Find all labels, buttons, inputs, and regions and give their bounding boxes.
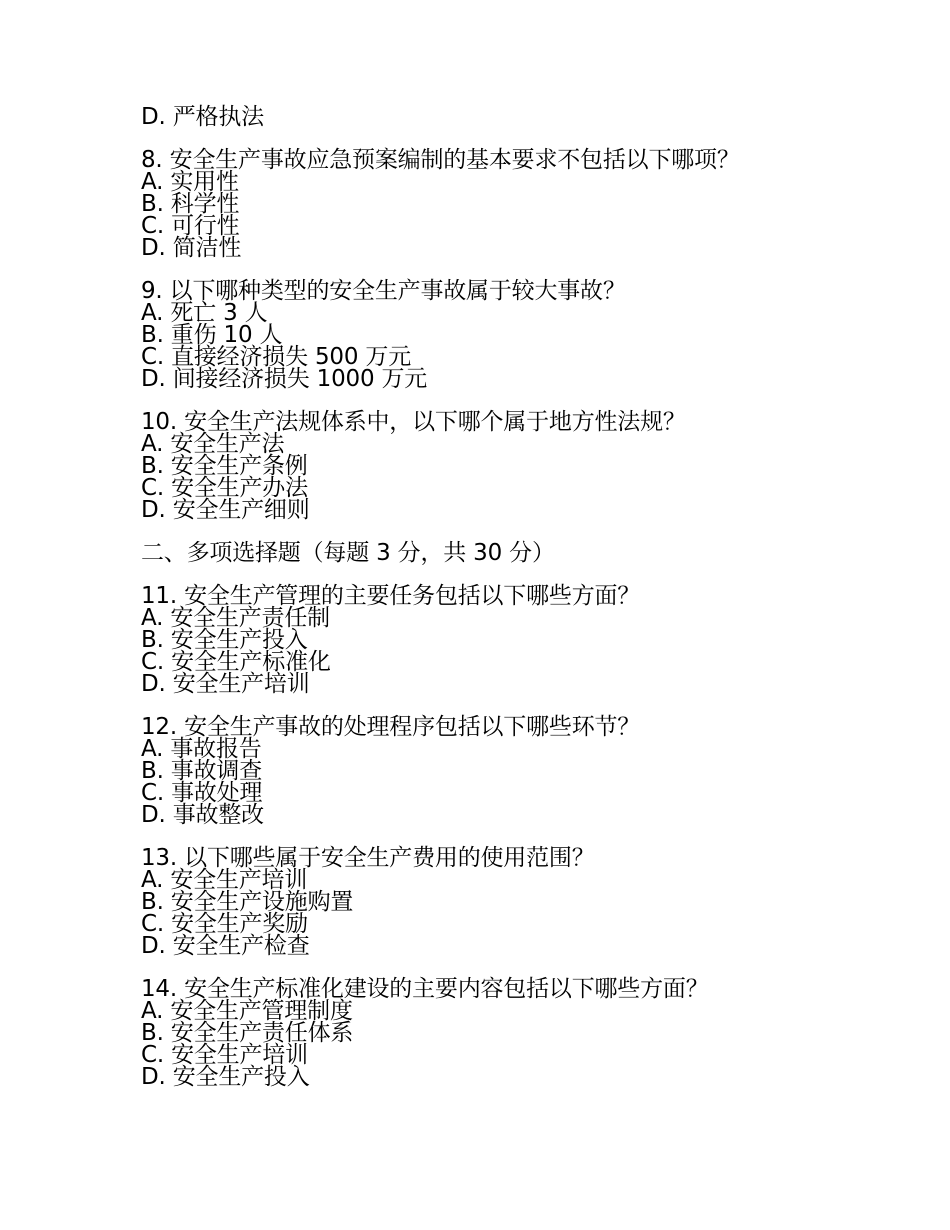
option-a: A. 安全生产法: [141, 431, 285, 457]
question-8: [141, 149, 921, 259]
option-c: C. 安全生产培训: [141, 1042, 308, 1068]
question-13: [141, 847, 921, 957]
question-9: [141, 280, 921, 390]
option-b: B. 安全生产责任体系: [141, 1020, 354, 1046]
prev-question-option-d: D. 严格执法: [141, 104, 264, 130]
option-d: D. 安全生产培训: [141, 671, 310, 697]
option-b: B. 重伤 10 人: [141, 322, 283, 348]
option-b: B. 安全生产投入: [141, 627, 308, 653]
spacer: [141, 826, 921, 847]
option-c: C. 安全生产办法: [141, 475, 308, 501]
spacer: [141, 695, 921, 716]
option-d: D. 安全生产投入: [141, 1064, 310, 1090]
option-c: C. 可行性: [141, 213, 240, 239]
option-c: C. 安全生产奖励: [141, 911, 308, 937]
question-14: [141, 978, 921, 1088]
spacer: [141, 259, 921, 280]
option-b: B. 安全生产条例: [141, 453, 308, 479]
section-heading: 二、多项选择题（每题 3 分，共 30 分）: [141, 540, 555, 566]
question-stem: 10. 安全生产法规体系中，以下哪个属于地方性法规？: [141, 409, 686, 435]
spacer: [141, 957, 921, 978]
question-stem: 8. 安全生产事故应急预案编制的基本要求不包括以下哪项？: [141, 147, 740, 173]
option-b: B. 安全生产设施购置: [141, 889, 354, 915]
option-a: A. 安全生产责任制: [141, 605, 330, 631]
option-a: A. 安全生产培训: [141, 867, 308, 893]
option-a: A. 事故报告: [141, 736, 262, 762]
question-10: [141, 411, 921, 521]
option-b: B. 科学性: [141, 191, 240, 217]
option-d: D. 事故整改: [141, 802, 264, 828]
document-page: [141, 106, 921, 1088]
option-d: D. 安全生产检查: [141, 933, 310, 959]
spacer: [141, 390, 921, 411]
spacer: [141, 564, 921, 585]
option-c: C. 事故处理: [141, 780, 263, 806]
question-stem: 12. 安全生产事故的处理程序包括以下哪些环节？: [141, 714, 641, 740]
option-a: A. 实用性: [141, 169, 239, 195]
option-d: D. 简洁性: [141, 235, 242, 261]
question-stem: 9. 以下哪种类型的安全生产事故属于较大事故？: [141, 278, 626, 304]
option-a: A. 死亡 3 人: [141, 300, 268, 326]
option-d: D. 安全生产细则: [141, 497, 310, 523]
question-stem: 11. 安全生产管理的主要任务包括以下哪些方面？: [141, 583, 641, 609]
option-d: D. 间接经济损失 1000 万元: [141, 366, 428, 392]
option-c: C. 安全生产标准化: [141, 649, 331, 675]
spacer: [141, 128, 921, 149]
question-stem: 13. 以下哪些属于安全生产费用的使用范围？: [141, 845, 595, 871]
spacer: [141, 521, 921, 542]
option-b: B. 事故调查: [141, 758, 263, 784]
question-12: [141, 716, 921, 826]
option-c: C. 直接经济损失 500 万元: [141, 344, 412, 370]
option-a: A. 安全生产管理制度: [141, 998, 353, 1024]
question-stem: 14. 安全生产标准化建设的主要内容包括以下哪些方面？: [141, 976, 709, 1002]
question-11: [141, 585, 921, 695]
